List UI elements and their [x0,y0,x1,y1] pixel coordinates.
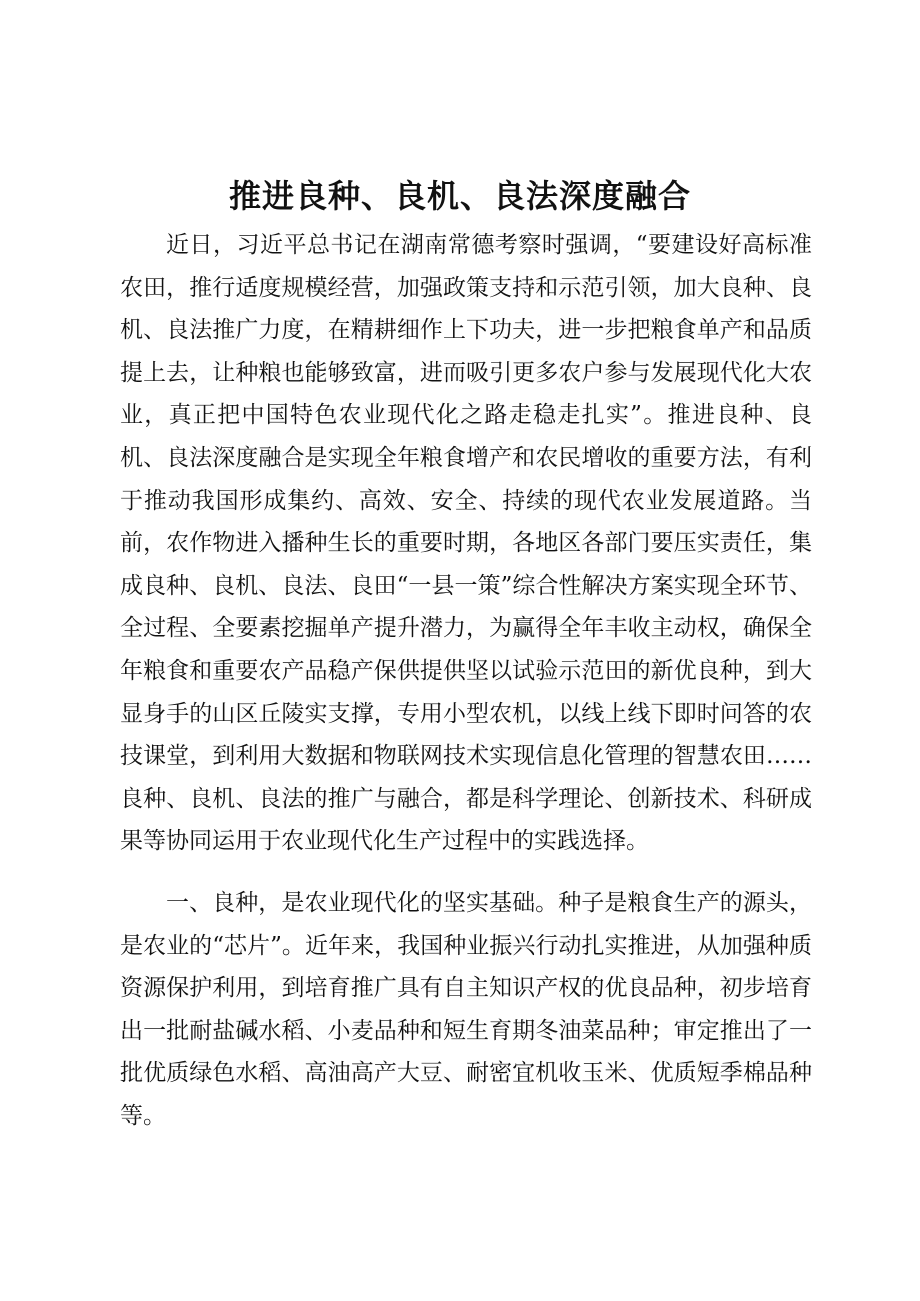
document-title: 推进良种、良机、良法深度融合 [228,177,691,215]
section-1-heading: 一、良种，是农业现代化的坚实基础。 [166,890,559,916]
paragraph-intro: 近日，习近平总书记在湖南常德考察时强调，“要建设好高标准农田，推行适度规模经营，加强政策支持和示范引领，加大良种、良机、良法推广力度，在精耕细作上下功夫，进一步把粮食单产和品质提上去，让种粮也能够致富，进而吸引更多农户参与发展现代化大农业，真正把中国特色农业现代化之路走稳走扎实”。推进良种、良机、良法深度融合是实现全年粮食增产和农民增收的重要方法，有利于推动我国形成集约、高效、安全、持续的现代农业发展道路。当前，农作物进入播种生长的重要时期，各地区各部门要压实责任，集成良种、良机、良法、良田“一县一策”综合性解决方案实现全环节、全过程、全要素挖掘单产提升潜力，为赢得全年丰收主动权，确保全年粮食和重要农产品稳产保供提供坚以试验示范田的新优良种，到大显身手的山区丘陵实支撑，专用小型农机，以线上线下即时问答的农技课堂，到利用大数据和物联网技术实现信息化管理的智慧农田……良种、良机、良法的推广与融合，都是科学理论、创新技术、科研成果等协同运用于农业现代化生产过程中的实践选择。 [120,232,812,855]
section-1-body: 种子是粮食生产的源头，是农业的“芯片”。近年来，我国种业振兴行动扎实推进，从加强种质资源保护利用，到培育推广具有自主知识产权的优良品种，初步培育出一批耐盐碱水稻、小麦品种和短生育期冬油菜品种；审定推出了一批优质绿色水稻、高油高产大豆、耐密宜机收玉米、优质短季棉品种等。 [120,890,813,1129]
paragraph-section-1 [120,882,812,1138]
